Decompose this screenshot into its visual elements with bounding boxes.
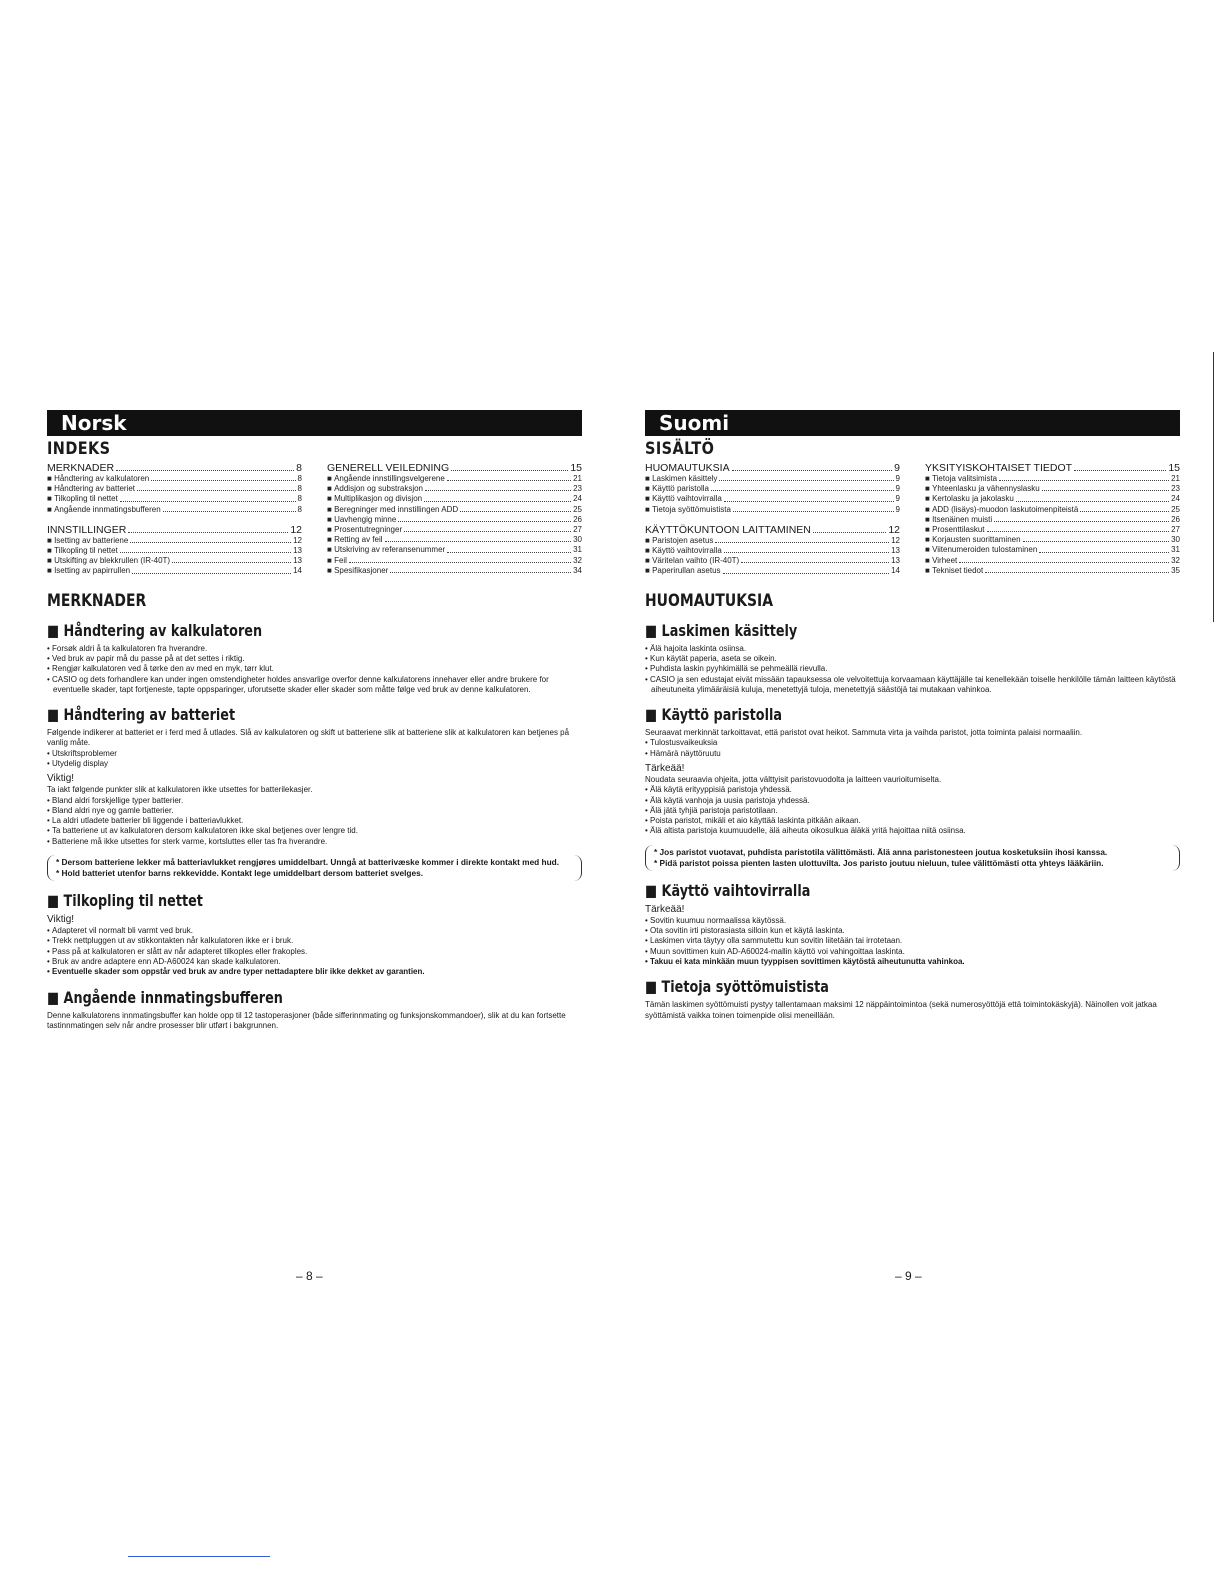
toc-entry[interactable] — [47, 494, 302, 504]
list-item: • Tulostusvaikeuksia — [645, 738, 1180, 748]
toc-entry-page: 27 — [573, 525, 582, 535]
leader-dots — [724, 546, 889, 553]
list-item: • Trekk nettpluggen ut av stikkontakten når kalkulatoren ikke er i bruk. — [47, 936, 582, 946]
leader-dots — [163, 505, 296, 512]
leader-dots — [447, 545, 571, 552]
toc-entry-page: 8 — [297, 474, 302, 483]
list-item: • Älä käytä vanhoja ja uusia paristoja yhdessä. — [645, 796, 1180, 806]
list-item: • Batteriene må ikke utsettes for sterk varme, kortsluttes eller tas fra hverandre. — [47, 837, 582, 847]
s2-list — [47, 749, 582, 770]
toc-entry-label: ■ Utskifting av blekkrullen (IR-40T) — [47, 556, 170, 566]
toc-entry-page: 21 — [573, 474, 582, 483]
toc-column — [327, 462, 582, 577]
list-item: • Älä hajoita laskinta osiinsa. — [645, 644, 1180, 654]
leader-dots — [1074, 462, 1166, 471]
toc-entry[interactable] — [327, 525, 582, 535]
leader-dots — [711, 484, 894, 491]
toc-heading-label: HUOMAUTUKSIA — [645, 462, 730, 474]
left-page — [47, 410, 582, 1031]
toc-entry-page: 13 — [293, 556, 302, 566]
leader-dots — [385, 535, 572, 542]
s3-title: ■ Tilkopling til nettet — [47, 891, 475, 910]
list-item: * Pidä paristot poissa pienten lasten ulottuvilta. Jos paristo joutuu nieluun, tulee välittömästi otta yhteys lääkäriin. — [654, 858, 1171, 869]
toc-entry[interactable] — [925, 566, 1180, 576]
leader-dots — [999, 474, 1169, 481]
leader-dots — [959, 556, 1169, 563]
table-of-contents — [47, 462, 582, 577]
toc-entry[interactable] — [645, 556, 900, 566]
toc-entry-page: 32 — [1171, 555, 1180, 565]
toc-entry-page: 8 — [297, 504, 302, 514]
toc-entry[interactable] — [925, 494, 1180, 504]
toc-entry-page: 23 — [1171, 484, 1180, 494]
section-title: HUOMAUTUKSIA — [645, 590, 774, 611]
toc-entry-page: 25 — [1171, 504, 1180, 514]
leader-dots — [424, 494, 571, 501]
leader-dots — [1042, 484, 1169, 491]
leader-dots — [120, 494, 296, 501]
list-item: * Dersom batteriene lekker må batteriavlukket rengjøres umiddelbart. Unngå at batterivæske kommer i direkte kontakt med hud. — [56, 857, 573, 868]
page-number-right: – 9 – — [895, 1269, 922, 1283]
list-item: • Sovitin kuumuu normaalissa käytössä. — [645, 916, 1180, 926]
toc-heading-label: YKSITYISKOHTAISET TIEDOT — [925, 462, 1073, 474]
s1-list — [645, 644, 1180, 695]
toc-entry-label: ■ Kertolasku ja jakolasku — [925, 494, 1014, 504]
toc-entry-label: ■ Håndtering av kalkulatoren — [47, 474, 149, 484]
toc-heading[interactable] — [645, 462, 900, 474]
s2-intro: Seuraavat merkinnät tarkoittavat, että paristot ovat heikot. Sammuta virta ja vaihda paristot, jotta toiminta palaisi normaaliin. — [645, 728, 1083, 738]
leader-dots — [719, 474, 893, 481]
toc-entry-label: ■ Virheet — [925, 556, 957, 566]
toc-entry[interactable] — [925, 535, 1180, 545]
leader-dots — [404, 525, 571, 532]
toc-heading-label: INNSTILLINGER — [47, 523, 127, 536]
leader-dots — [994, 515, 1169, 522]
s3-list — [47, 926, 582, 977]
list-item: • Älä altista paristoja kuumuudelle, älä aiheuta oikosulkua äläkä yritä hajoittaa niitä osiinsa. — [645, 826, 1180, 836]
toc-entry[interactable] — [47, 484, 302, 494]
s1-title: ■ Laskimen käsittely — [645, 621, 1073, 640]
toc-entry-label: ■ Angående innstillingsvelgerene — [327, 474, 445, 484]
leader-dots — [451, 462, 568, 471]
toc-entry[interactable] — [327, 556, 582, 566]
toc-entry[interactable] — [47, 474, 302, 484]
toc-heading[interactable] — [47, 524, 302, 536]
table-of-contents — [645, 462, 1180, 577]
toc-entry[interactable] — [327, 484, 582, 494]
list-item: • Hämärä näyttöruutu — [645, 749, 1180, 759]
page-edge-line — [1213, 352, 1214, 622]
list-item: * Jos paristot vuotavat, puhdista paristotila välittömästi. Älä anna paristonesteen joutua kosketuksiin ihosi kanssa. — [654, 847, 1171, 858]
list-item: • Muun sovittimen kuin AD-A60024-mallin käyttö voi vahingoittaa laskinta. — [645, 947, 1180, 957]
toc-entry-label: ■ Käyttö vaihtovirralla — [645, 546, 722, 556]
s2-title: ■ Käyttö paristolla — [645, 705, 1073, 724]
s2-list-2 — [645, 785, 1180, 836]
toc-entry[interactable] — [47, 566, 302, 576]
toc-entry-page: 9 — [895, 494, 900, 504]
toc-entry-label: ■ Addisjon og substraksjon — [327, 484, 423, 494]
list-item: • La aldri utladete batterier bli liggende i batteriavlukket. — [47, 816, 582, 826]
language-label: Suomi — [659, 411, 730, 435]
s2-title: ■ Håndtering av batteriet — [47, 705, 475, 724]
list-item: • Ota sovitin irti pistorasiasta silloin kun et käytä laskinta. — [645, 926, 1180, 936]
toc-entry-label: ■ Tilkopling til nettet — [47, 546, 118, 556]
s1-title: ■ Håndtering av kalkulatoren — [47, 621, 475, 640]
leader-dots — [349, 556, 571, 563]
s2-important-label: Tärkeää! — [645, 763, 685, 774]
toc-entry[interactable] — [925, 545, 1180, 555]
leader-dots — [132, 566, 291, 573]
toc-entry-page: 9 — [895, 484, 900, 494]
s3-list — [645, 916, 1180, 967]
language-bar — [645, 410, 1180, 436]
toc-entry-label: ■ Käyttö vaihtovirralla — [645, 494, 722, 504]
toc-entry[interactable] — [925, 525, 1180, 535]
toc-entry-label: ■ Multiplikasjon og divisjon — [327, 494, 422, 504]
toc-heading[interactable] — [925, 462, 1180, 474]
toc-entry[interactable] — [645, 494, 900, 504]
toc-heading[interactable] — [645, 524, 900, 536]
leader-dots — [1080, 505, 1169, 512]
toc-entry[interactable] — [327, 494, 582, 504]
s4-title: ■ Angående innmatingsbufferen — [47, 988, 475, 1007]
toc-entry-page: 25 — [573, 504, 582, 514]
leader-dots — [137, 484, 296, 491]
list-item: • Utydelig display — [47, 759, 582, 769]
toc-entry[interactable] — [327, 535, 582, 545]
toc-entry-page: 30 — [573, 535, 582, 545]
toc-entry-page: 14 — [293, 566, 302, 576]
leader-dots — [151, 474, 295, 481]
toc-entry-page: 13 — [891, 556, 900, 566]
toc-page: 15 — [1168, 462, 1180, 474]
list-item: • Älä jätä tyhjiä paristoja paristotilaan. — [645, 806, 1180, 816]
leader-dots — [987, 525, 1170, 532]
list-item: • Laskimen virta täytyy olla sammutettu kun sovitin liitetään tai irrotetaan. — [645, 936, 1180, 946]
leader-dots — [741, 556, 889, 563]
list-item: • Puhdista laskin pyyhkimällä se pehmeällä rievulla. — [645, 664, 1180, 674]
page-number-left: – 8 – — [296, 1269, 323, 1283]
toc-entry-page: 21 — [1171, 474, 1180, 483]
toc-entry[interactable] — [925, 515, 1180, 525]
leader-dots — [172, 556, 291, 563]
toc-entry-page: 31 — [1171, 545, 1180, 555]
leader-dots — [1039, 545, 1169, 552]
leader-dots — [1023, 535, 1170, 542]
s2-list — [645, 738, 1180, 759]
toc-entry-label: ■ Angående innmatingsbufferen — [47, 505, 161, 515]
toc-entry-label: ■ Beregninger med innstillingen ADD — [327, 505, 458, 515]
toc-entry-page: 35 — [1171, 565, 1180, 575]
leader-dots — [723, 566, 890, 573]
toc-entry[interactable] — [47, 546, 302, 556]
s2-list-2 — [47, 796, 582, 847]
toc-entry-label: ■ Laskimen käsittely — [645, 474, 717, 484]
s2-important-label: Viktig! — [47, 773, 75, 785]
toc-entry-label: ■ Retting av feil — [327, 535, 383, 545]
list-item: * Hold batteriet utenfor barns rekkevidde. Kontakt lege umiddelbart dersom batteriet svelges. — [56, 868, 573, 879]
toc-entry-label: ■ Viitenumeroiden tulostaminen — [925, 545, 1037, 555]
list-item: • Pass på at kalkulatoren er slått av når adapteret tilkoples eller frakoples. — [47, 947, 582, 957]
scan-mark — [128, 1556, 270, 1557]
toc-entry-page: 9 — [895, 504, 900, 514]
toc-entry[interactable] — [645, 536, 900, 546]
toc-column — [925, 462, 1180, 577]
toc-entry-page: 30 — [1171, 535, 1180, 545]
leader-dots — [390, 566, 571, 573]
toc-entry-page: 12 — [293, 535, 302, 545]
toc-entry-label: ■ Korjausten suorittaminen — [925, 535, 1021, 545]
toc-entry-label: ■ Paperirullan asetus — [645, 566, 721, 576]
toc-title: SISÄLTÖ — [645, 439, 715, 459]
list-item: • Adapteret vil normalt bli varmt ved bruk. — [47, 926, 582, 936]
toc-entry[interactable] — [645, 474, 900, 484]
toc-entry-page: 34 — [573, 565, 582, 575]
s2-important-text: Ta iakt følgende punkter slik at kalkulatoren ikke utsettes for batterilekasjer. — [47, 785, 313, 795]
list-item: • Bland aldri forskjellige typer batterier. — [47, 796, 582, 806]
list-item: • Eventuelle skader som oppstår ved bruk av andre typer nettadaptere blir ikke dekket av garantien. — [47, 967, 582, 977]
s3-important-label: Viktig! — [47, 914, 75, 926]
toc-entry-label: ■ Prosenttilaskut — [925, 525, 985, 535]
toc-page: 15 — [570, 462, 582, 474]
toc-entry-label: ■ Tilkopling til nettet — [47, 494, 118, 504]
toc-entry[interactable] — [925, 474, 1180, 484]
toc-entry-page: 14 — [891, 566, 900, 576]
toc-entry-page: 8 — [297, 484, 302, 494]
toc-page: 9 — [894, 462, 900, 474]
list-item: • CASIO ja sen edustajat eivät missään tapauksessa ole velvoitettuja korvaamaan käyttäjälle tai kenellekään toiselle henkilölle tämän laitteen käytöstä aiheutuneita ylimääräisiä kuluja, menetettyjä tuloja, menetettyjä säästöjä tai mutakaan vahinkoa. — [645, 675, 1180, 696]
toc-entry[interactable] — [645, 505, 900, 515]
leader-dots — [733, 505, 894, 512]
toc-heading-label: GENERELL VEILEDNING — [327, 462, 450, 474]
toc-entry-label: ■ Käyttö paristolla — [645, 484, 709, 494]
toc-entry-page: 23 — [573, 484, 582, 494]
s1-list — [47, 644, 582, 695]
toc-entry[interactable] — [645, 484, 900, 494]
toc-entry[interactable] — [327, 515, 582, 525]
leader-dots — [398, 515, 571, 522]
toc-entry-label: ■ Paristojen asetus — [645, 536, 713, 546]
toc-entry[interactable] — [327, 545, 582, 555]
leader-dots — [460, 505, 571, 512]
list-item: • CASIO og dets forhandlere kan under ingen omstendigheter holdes ansvarlige overfor denne kalkulatorens innehaver eller andre brukere for eventuelle skader, tapt fortjeneste, tapte oppsparinger, uforutsette skader eller skader som måtte følge ved bruk av denne kalkulatoren. — [47, 675, 582, 696]
leader-dots — [1016, 494, 1169, 501]
list-item: • Poista paristot, mikäli et aio käyttää laskinta pitkään aikaan. — [645, 816, 1180, 826]
warning-box — [645, 845, 1180, 871]
toc-entry-page: 26 — [1171, 514, 1180, 524]
toc-page: 8 — [296, 462, 302, 474]
toc-page: 12 — [888, 523, 900, 536]
toc-entry[interactable] — [327, 505, 582, 515]
leader-dots — [120, 546, 291, 553]
toc-entry-page: 24 — [573, 494, 582, 504]
toc-entry-label: ■ Tekniset tiedot — [925, 566, 983, 576]
toc-entry[interactable] — [327, 474, 582, 484]
toc-entry[interactable] — [645, 546, 900, 556]
s4-title: ■ Tietoja syöttömuistista — [645, 977, 1073, 996]
toc-entry-page: 12 — [891, 535, 900, 545]
s4-text: Denne kalkulatorens innmatingsbuffer kan holde opp til 12 tastoperasjoner (både sifferinnmating og funksjonskommandoer), slik at du kan fortsette tastinnmatingen selv når andre prosesser blir utført i bakgrunnen. — [47, 1010, 566, 1030]
s3-title: ■ Käyttö vaihtovirralla — [645, 881, 1073, 900]
toc-entry-page: 13 — [293, 546, 302, 556]
list-item: • Rengjør kalkulatoren ved å tørke den av med en myk, tørr klut. — [47, 664, 582, 674]
leader-dots — [724, 494, 894, 501]
leader-dots — [813, 524, 886, 533]
toc-entry-page: 9 — [895, 474, 900, 483]
toc-entry-label: ■ Prosentutregninger — [327, 525, 402, 535]
leader-dots — [116, 462, 294, 471]
toc-entry-label: ■ Håndtering av batteriet — [47, 484, 135, 494]
toc-entry[interactable] — [925, 484, 1180, 494]
toc-heading-label: MERKNADER — [47, 462, 115, 474]
section-title: MERKNADER — [47, 590, 147, 611]
list-item: • Bruk av andre adaptere enn AD-A60024 kan skade kalkulatoren. — [47, 957, 582, 967]
toc-entry-page: 13 — [891, 546, 900, 556]
toc-entry-label: ■ ADD (lisäys)-muodon laskutoimenpiteistä — [925, 505, 1078, 515]
list-item: • Utskriftsproblemer — [47, 749, 582, 759]
s3-important-label: Tärkeää! — [645, 903, 685, 915]
toc-entry-page: 26 — [573, 514, 582, 524]
toc-entry[interactable] — [925, 556, 1180, 566]
s2-important-text: Noudata seuraavia ohjeita, jotta välttyisit paristovuodolta ja laitteen vaurioitumiselta. — [645, 775, 942, 784]
toc-entry-page: 24 — [1171, 494, 1180, 504]
toc-heading[interactable] — [47, 462, 302, 474]
leader-dots — [715, 536, 889, 543]
leader-dots — [985, 566, 1169, 573]
language-label: Norsk — [61, 411, 127, 435]
leader-dots — [128, 524, 288, 533]
list-item: • Ta batteriene ut av kalkulatoren dersom kalkulatoren ikke skal betjenes over lengre tid. — [47, 826, 582, 836]
leader-dots — [425, 484, 571, 491]
toc-entry-label: ■ Isetting av batteriene — [47, 536, 128, 546]
toc-entry-page: 31 — [573, 545, 582, 555]
toc-column — [645, 462, 900, 577]
toc-entry[interactable] — [925, 505, 1180, 515]
right-page — [645, 410, 1180, 1021]
language-bar — [47, 410, 582, 436]
toc-entry-label: ■ Spesifikasjoner — [327, 566, 388, 576]
toc-entry-label: ■ Tietoja syöttömuistista — [645, 505, 731, 515]
toc-entry[interactable] — [327, 566, 582, 576]
warning-box — [47, 855, 582, 881]
leader-dots — [130, 536, 291, 543]
toc-entry-label: ■ Uavhengig minne — [327, 515, 396, 525]
leader-dots — [732, 462, 893, 471]
toc-column — [47, 462, 302, 577]
toc-entry-label: ■ Tietoja valitsimista — [925, 474, 997, 484]
toc-entry-page: 27 — [1171, 525, 1180, 535]
list-item: • Forsøk aldri å ta kalkulatoren fra hverandre. — [47, 644, 582, 654]
leader-dots — [447, 474, 571, 481]
warning-list — [654, 847, 1171, 869]
warning-list — [56, 857, 573, 879]
toc-heading[interactable] — [327, 462, 582, 474]
toc-entry-label: ■ Itsenäinen muisti — [925, 515, 992, 525]
toc-entry-label: ■ Yhteenlasku ja vähennyslasku — [925, 484, 1040, 494]
list-item: • Ved bruk av papir må du passe på at det settes i riktig. — [47, 654, 582, 664]
toc-entry[interactable] — [47, 556, 302, 566]
toc-entry[interactable] — [645, 566, 900, 576]
toc-entry-page: 32 — [573, 555, 582, 565]
list-item: • Kun käytät paperia, aseta se oikein. — [645, 654, 1180, 664]
toc-entry-label: ■ Isetting av papirrullen — [47, 566, 130, 576]
toc-entry[interactable] — [47, 505, 302, 515]
s2-intro: Følgende indikerer at batteriet er i ferd med å utlades. Slå av kalkulatoren og skift ut batteriene slik at batteriene slik at kalkulatoren kan betjenes på vanlig måte. — [47, 728, 570, 748]
toc-entry-page: 8 — [297, 494, 302, 504]
list-item: • Takuu ei kata minkään muun tyyppisen sovittimen käytöstä aiheutunutta vahinkoa. — [645, 957, 1180, 967]
list-item: • Bland aldri nye og gamle batterier. — [47, 806, 582, 816]
toc-page: 12 — [290, 523, 302, 536]
s4-text: Tämän laskimen syöttömuisti pystyy tallentamaan maksimi 12 näppäintoimintoa (sekä numerosyöttöjä että toimintokäskyjä). Näinollen voit jatkaa syöttämistä vaikka toinen toimenpide olisi meneillään. — [645, 1000, 1157, 1020]
toc-entry-label: ■ Väritelan vaihto (IR-40T) — [645, 556, 739, 566]
toc-entry-label: ■ Feil — [327, 556, 347, 566]
toc-heading-label: KÄYTTÖKUNTOON LAITTAMINEN — [645, 523, 811, 536]
list-item: • Älä käytä erityyppisiä paristoja yhdessä. — [645, 785, 1180, 795]
toc-title: INDEKS — [47, 439, 111, 459]
toc-entry[interactable] — [47, 536, 302, 546]
toc-entry-label: ■ Utskriving av referansenummer — [327, 545, 445, 555]
